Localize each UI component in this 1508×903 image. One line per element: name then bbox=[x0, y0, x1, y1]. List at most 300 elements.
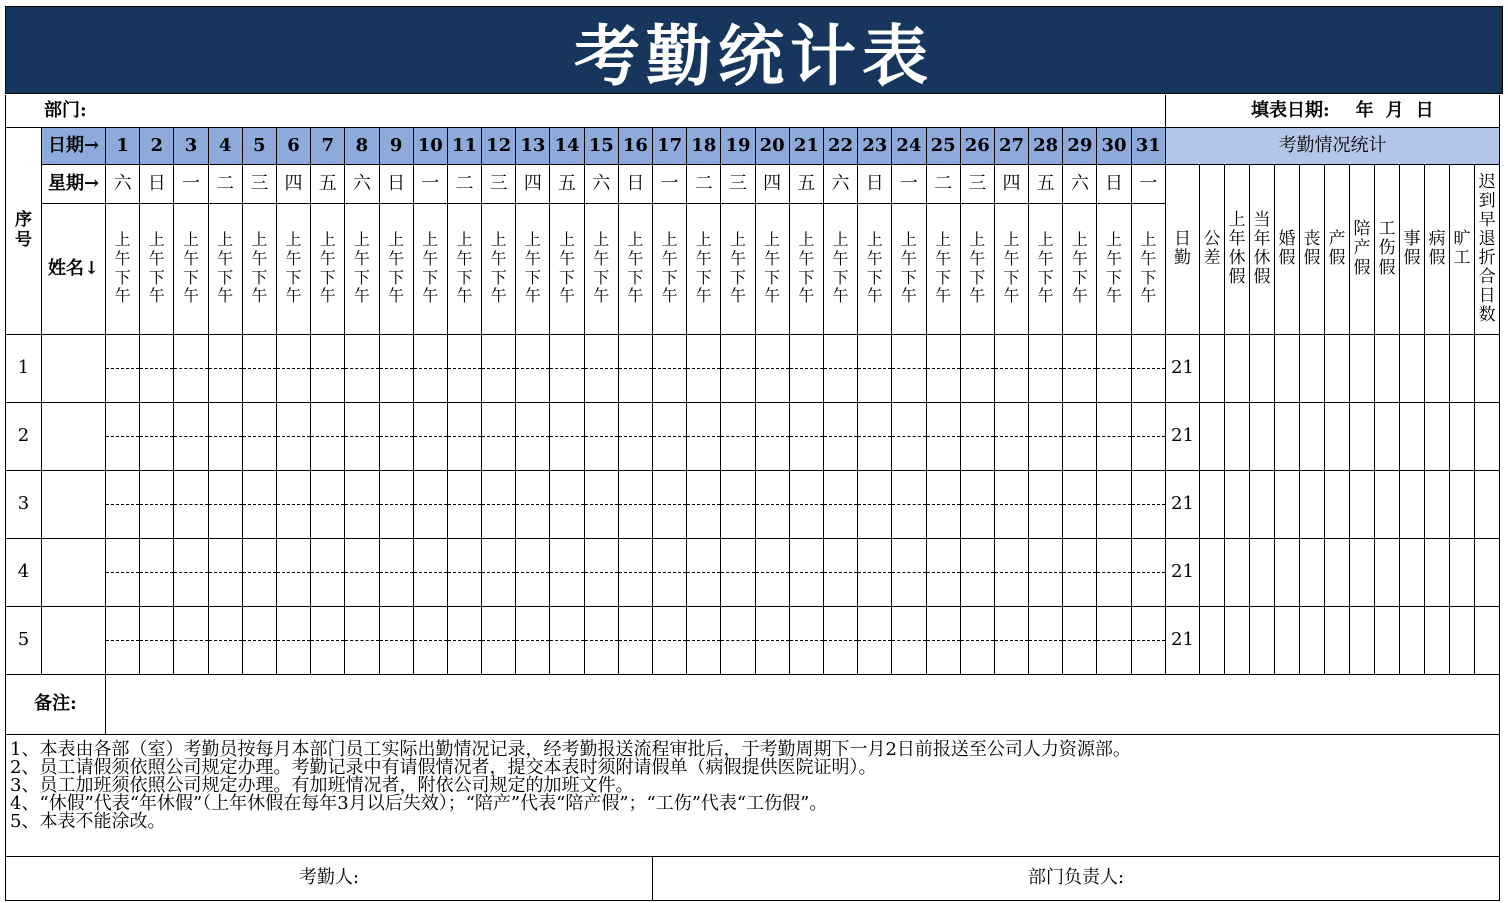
am-cell[interactable] bbox=[345, 538, 379, 572]
am-cell[interactable] bbox=[755, 402, 789, 436]
pm-cell[interactable] bbox=[618, 640, 652, 674]
pm-cell[interactable] bbox=[1131, 436, 1165, 470]
am-cell[interactable] bbox=[379, 334, 413, 368]
am-cell[interactable] bbox=[174, 470, 208, 504]
pm-cell[interactable] bbox=[140, 368, 174, 402]
stat-cell[interactable] bbox=[1275, 334, 1300, 402]
am-cell[interactable] bbox=[1063, 538, 1097, 572]
stat-cell[interactable] bbox=[1300, 402, 1325, 470]
am-cell[interactable] bbox=[379, 538, 413, 572]
pm-cell[interactable] bbox=[960, 368, 994, 402]
am-cell[interactable] bbox=[755, 470, 789, 504]
am-cell[interactable] bbox=[311, 334, 345, 368]
am-cell[interactable] bbox=[960, 470, 994, 504]
stat-cell[interactable] bbox=[1375, 606, 1400, 674]
pm-cell[interactable] bbox=[721, 436, 755, 470]
pm-cell[interactable] bbox=[755, 572, 789, 606]
am-cell[interactable] bbox=[208, 334, 242, 368]
pm-cell[interactable] bbox=[174, 504, 208, 538]
pm-cell[interactable] bbox=[960, 436, 994, 470]
pm-cell[interactable] bbox=[789, 572, 823, 606]
stat-cell[interactable] bbox=[1325, 606, 1350, 674]
pm-cell[interactable] bbox=[208, 368, 242, 402]
am-cell[interactable] bbox=[653, 402, 687, 436]
am-cell[interactable] bbox=[550, 606, 584, 640]
pm-cell[interactable] bbox=[994, 436, 1028, 470]
am-cell[interactable] bbox=[208, 402, 242, 436]
stat-cell[interactable] bbox=[1425, 470, 1450, 538]
pm-cell[interactable] bbox=[1097, 572, 1131, 606]
am-cell[interactable] bbox=[994, 538, 1028, 572]
pm-cell[interactable] bbox=[242, 504, 276, 538]
pm-cell[interactable] bbox=[311, 504, 345, 538]
pm-cell[interactable] bbox=[584, 640, 618, 674]
pm-cell[interactable] bbox=[242, 368, 276, 402]
pm-cell[interactable] bbox=[926, 504, 960, 538]
am-cell[interactable] bbox=[140, 402, 174, 436]
pm-cell[interactable] bbox=[140, 504, 174, 538]
am-cell[interactable] bbox=[858, 334, 892, 368]
pm-cell[interactable] bbox=[858, 640, 892, 674]
pm-cell[interactable] bbox=[618, 572, 652, 606]
am-cell[interactable] bbox=[1029, 402, 1063, 436]
pm-cell[interactable] bbox=[1029, 572, 1063, 606]
am-cell[interactable] bbox=[1131, 606, 1165, 640]
stat-cell[interactable] bbox=[1450, 402, 1475, 470]
am-cell[interactable] bbox=[242, 606, 276, 640]
am-cell[interactable] bbox=[413, 402, 447, 436]
stat-cell[interactable] bbox=[1225, 606, 1250, 674]
am-cell[interactable] bbox=[345, 334, 379, 368]
am-cell[interactable] bbox=[823, 538, 857, 572]
am-cell[interactable] bbox=[106, 606, 140, 640]
am-cell[interactable] bbox=[1029, 606, 1063, 640]
am-cell[interactable] bbox=[482, 470, 516, 504]
pm-cell[interactable] bbox=[1131, 640, 1165, 674]
pm-cell[interactable] bbox=[379, 640, 413, 674]
am-cell[interactable] bbox=[345, 402, 379, 436]
am-cell[interactable] bbox=[516, 606, 550, 640]
am-cell[interactable] bbox=[755, 606, 789, 640]
am-cell[interactable] bbox=[106, 334, 140, 368]
pm-cell[interactable] bbox=[687, 436, 721, 470]
pm-cell[interactable] bbox=[584, 368, 618, 402]
stat-cell[interactable] bbox=[1250, 470, 1275, 538]
pm-cell[interactable] bbox=[345, 572, 379, 606]
pm-cell[interactable] bbox=[1097, 368, 1131, 402]
am-cell[interactable] bbox=[1097, 538, 1131, 572]
pm-cell[interactable] bbox=[960, 640, 994, 674]
remarks-field[interactable] bbox=[106, 674, 1500, 734]
stat-cell[interactable] bbox=[1325, 402, 1350, 470]
pm-cell[interactable] bbox=[823, 572, 857, 606]
am-cell[interactable] bbox=[858, 606, 892, 640]
pm-cell[interactable] bbox=[1063, 368, 1097, 402]
am-cell[interactable] bbox=[379, 470, 413, 504]
pm-cell[interactable] bbox=[926, 436, 960, 470]
stat-cell[interactable] bbox=[1200, 470, 1225, 538]
pm-cell[interactable] bbox=[106, 368, 140, 402]
am-cell[interactable] bbox=[242, 402, 276, 436]
am-cell[interactable] bbox=[653, 470, 687, 504]
pm-cell[interactable] bbox=[379, 572, 413, 606]
pm-cell[interactable] bbox=[687, 504, 721, 538]
pm-cell[interactable] bbox=[994, 640, 1028, 674]
stat-cell[interactable] bbox=[1450, 334, 1475, 402]
stat-cell[interactable] bbox=[1325, 538, 1350, 606]
pm-cell[interactable] bbox=[516, 504, 550, 538]
pm-cell[interactable] bbox=[721, 368, 755, 402]
pm-cell[interactable] bbox=[413, 368, 447, 402]
pm-cell[interactable] bbox=[106, 436, 140, 470]
stat-cell[interactable] bbox=[1475, 538, 1500, 606]
am-cell[interactable] bbox=[618, 606, 652, 640]
pm-cell[interactable] bbox=[1063, 640, 1097, 674]
stat-cell[interactable] bbox=[1350, 606, 1375, 674]
pm-cell[interactable] bbox=[994, 368, 1028, 402]
am-cell[interactable] bbox=[960, 606, 994, 640]
stat-cell[interactable] bbox=[1325, 334, 1350, 402]
stat-cell[interactable] bbox=[1400, 606, 1425, 674]
pm-cell[interactable] bbox=[584, 436, 618, 470]
am-cell[interactable] bbox=[584, 606, 618, 640]
am-cell[interactable] bbox=[994, 470, 1028, 504]
pm-cell[interactable] bbox=[276, 572, 310, 606]
am-cell[interactable] bbox=[721, 402, 755, 436]
stat-cell[interactable] bbox=[1425, 538, 1450, 606]
pm-cell[interactable] bbox=[789, 640, 823, 674]
am-cell[interactable] bbox=[550, 470, 584, 504]
am-cell[interactable] bbox=[242, 470, 276, 504]
pm-cell[interactable] bbox=[106, 504, 140, 538]
pm-cell[interactable] bbox=[858, 436, 892, 470]
stat-cell[interactable] bbox=[1300, 538, 1325, 606]
pm-cell[interactable] bbox=[687, 572, 721, 606]
pm-cell[interactable] bbox=[242, 640, 276, 674]
am-cell[interactable] bbox=[653, 538, 687, 572]
am-cell[interactable] bbox=[140, 470, 174, 504]
stat-cell[interactable] bbox=[1300, 606, 1325, 674]
am-cell[interactable] bbox=[1131, 402, 1165, 436]
pm-cell[interactable] bbox=[823, 368, 857, 402]
am-cell[interactable] bbox=[1063, 470, 1097, 504]
stat-cell[interactable] bbox=[1225, 402, 1250, 470]
stat-cell[interactable] bbox=[1225, 470, 1250, 538]
pm-cell[interactable] bbox=[208, 504, 242, 538]
am-cell[interactable] bbox=[789, 470, 823, 504]
pm-cell[interactable] bbox=[447, 572, 481, 606]
stat-cell[interactable] bbox=[1400, 402, 1425, 470]
am-cell[interactable] bbox=[618, 538, 652, 572]
stat-cell[interactable] bbox=[1200, 402, 1225, 470]
pm-cell[interactable] bbox=[858, 572, 892, 606]
am-cell[interactable] bbox=[960, 334, 994, 368]
pm-cell[interactable] bbox=[721, 572, 755, 606]
am-cell[interactable] bbox=[687, 538, 721, 572]
am-cell[interactable] bbox=[823, 334, 857, 368]
am-cell[interactable] bbox=[687, 470, 721, 504]
pm-cell[interactable] bbox=[1063, 504, 1097, 538]
am-cell[interactable] bbox=[584, 538, 618, 572]
am-cell[interactable] bbox=[345, 470, 379, 504]
pm-cell[interactable] bbox=[1097, 640, 1131, 674]
pm-cell[interactable] bbox=[721, 504, 755, 538]
am-cell[interactable] bbox=[482, 538, 516, 572]
pm-cell[interactable] bbox=[892, 572, 926, 606]
am-cell[interactable] bbox=[1097, 402, 1131, 436]
am-cell[interactable] bbox=[1029, 470, 1063, 504]
pm-cell[interactable] bbox=[482, 640, 516, 674]
am-cell[interactable] bbox=[413, 606, 447, 640]
pm-cell[interactable] bbox=[994, 572, 1028, 606]
am-cell[interactable] bbox=[653, 606, 687, 640]
pm-cell[interactable] bbox=[447, 436, 481, 470]
pm-cell[interactable] bbox=[208, 640, 242, 674]
pm-cell[interactable] bbox=[174, 368, 208, 402]
stat-cell[interactable] bbox=[1475, 606, 1500, 674]
am-cell[interactable] bbox=[1063, 402, 1097, 436]
stat-cell[interactable] bbox=[1375, 470, 1400, 538]
am-cell[interactable] bbox=[140, 606, 174, 640]
stat-cell[interactable] bbox=[1200, 538, 1225, 606]
am-cell[interactable] bbox=[1131, 470, 1165, 504]
pm-cell[interactable] bbox=[926, 368, 960, 402]
am-cell[interactable] bbox=[1097, 334, 1131, 368]
pm-cell[interactable] bbox=[960, 572, 994, 606]
pm-cell[interactable] bbox=[447, 368, 481, 402]
stat-cell[interactable] bbox=[1375, 538, 1400, 606]
pm-cell[interactable] bbox=[140, 640, 174, 674]
pm-cell[interactable] bbox=[687, 640, 721, 674]
am-cell[interactable] bbox=[960, 402, 994, 436]
am-cell[interactable] bbox=[140, 334, 174, 368]
pm-cell[interactable] bbox=[755, 640, 789, 674]
stat-cell[interactable] bbox=[1200, 606, 1225, 674]
stat-cell[interactable] bbox=[1375, 334, 1400, 402]
pm-cell[interactable] bbox=[276, 368, 310, 402]
pm-cell[interactable] bbox=[447, 640, 481, 674]
pm-cell[interactable] bbox=[311, 640, 345, 674]
row-name[interactable] bbox=[42, 606, 106, 674]
am-cell[interactable] bbox=[1097, 606, 1131, 640]
am-cell[interactable] bbox=[208, 606, 242, 640]
pm-cell[interactable] bbox=[516, 436, 550, 470]
stat-cell[interactable] bbox=[1250, 606, 1275, 674]
pm-cell[interactable] bbox=[482, 504, 516, 538]
pm-cell[interactable] bbox=[653, 368, 687, 402]
pm-cell[interactable] bbox=[926, 572, 960, 606]
am-cell[interactable] bbox=[174, 606, 208, 640]
pm-cell[interactable] bbox=[413, 504, 447, 538]
pm-cell[interactable] bbox=[208, 436, 242, 470]
stat-cell[interactable] bbox=[1225, 334, 1250, 402]
am-cell[interactable] bbox=[926, 606, 960, 640]
am-cell[interactable] bbox=[789, 606, 823, 640]
pm-cell[interactable] bbox=[482, 572, 516, 606]
pm-cell[interactable] bbox=[755, 504, 789, 538]
stat-cell[interactable] bbox=[1475, 402, 1500, 470]
am-cell[interactable] bbox=[550, 538, 584, 572]
row-name[interactable] bbox=[42, 538, 106, 606]
am-cell[interactable] bbox=[311, 402, 345, 436]
am-cell[interactable] bbox=[721, 334, 755, 368]
am-cell[interactable] bbox=[140, 538, 174, 572]
row-name[interactable] bbox=[42, 402, 106, 470]
am-cell[interactable] bbox=[892, 470, 926, 504]
am-cell[interactable] bbox=[926, 334, 960, 368]
am-cell[interactable] bbox=[653, 334, 687, 368]
pm-cell[interactable] bbox=[892, 436, 926, 470]
am-cell[interactable] bbox=[516, 334, 550, 368]
am-cell[interactable] bbox=[447, 538, 481, 572]
stat-cell[interactable] bbox=[1275, 470, 1300, 538]
am-cell[interactable] bbox=[1029, 538, 1063, 572]
stat-cell[interactable] bbox=[1400, 334, 1425, 402]
stat-cell[interactable] bbox=[1275, 538, 1300, 606]
pm-cell[interactable] bbox=[1029, 368, 1063, 402]
pm-cell[interactable] bbox=[584, 504, 618, 538]
pm-cell[interactable] bbox=[516, 572, 550, 606]
am-cell[interactable] bbox=[106, 470, 140, 504]
stat-cell[interactable] bbox=[1300, 470, 1325, 538]
pm-cell[interactable] bbox=[653, 436, 687, 470]
pm-cell[interactable] bbox=[379, 436, 413, 470]
attendance-clerk-signature[interactable]: 考勤人: bbox=[6, 856, 653, 900]
pm-cell[interactable] bbox=[379, 504, 413, 538]
am-cell[interactable] bbox=[892, 402, 926, 436]
stat-cell[interactable] bbox=[1200, 334, 1225, 402]
am-cell[interactable] bbox=[276, 334, 310, 368]
stat-cell[interactable] bbox=[1225, 538, 1250, 606]
pm-cell[interactable] bbox=[413, 436, 447, 470]
am-cell[interactable] bbox=[379, 402, 413, 436]
am-cell[interactable] bbox=[242, 538, 276, 572]
am-cell[interactable] bbox=[618, 402, 652, 436]
pm-cell[interactable] bbox=[1131, 368, 1165, 402]
am-cell[interactable] bbox=[618, 470, 652, 504]
am-cell[interactable] bbox=[208, 470, 242, 504]
pm-cell[interactable] bbox=[789, 368, 823, 402]
pm-cell[interactable] bbox=[345, 368, 379, 402]
pm-cell[interactable] bbox=[823, 436, 857, 470]
pm-cell[interactable] bbox=[892, 368, 926, 402]
am-cell[interactable] bbox=[858, 402, 892, 436]
pm-cell[interactable] bbox=[789, 504, 823, 538]
stat-cell[interactable] bbox=[1475, 470, 1500, 538]
pm-cell[interactable] bbox=[618, 504, 652, 538]
am-cell[interactable] bbox=[960, 538, 994, 572]
am-cell[interactable] bbox=[447, 470, 481, 504]
am-cell[interactable] bbox=[823, 402, 857, 436]
dept-head-signature[interactable]: 部门负责人: bbox=[653, 856, 1500, 900]
am-cell[interactable] bbox=[789, 334, 823, 368]
pm-cell[interactable] bbox=[755, 436, 789, 470]
pm-cell[interactable] bbox=[413, 640, 447, 674]
am-cell[interactable] bbox=[584, 470, 618, 504]
pm-cell[interactable] bbox=[276, 436, 310, 470]
pm-cell[interactable] bbox=[345, 504, 379, 538]
am-cell[interactable] bbox=[174, 538, 208, 572]
pm-cell[interactable] bbox=[208, 572, 242, 606]
pm-cell[interactable] bbox=[482, 436, 516, 470]
stat-cell[interactable] bbox=[1400, 538, 1425, 606]
stat-cell[interactable] bbox=[1425, 402, 1450, 470]
am-cell[interactable] bbox=[345, 606, 379, 640]
pm-cell[interactable] bbox=[1029, 640, 1063, 674]
am-cell[interactable] bbox=[311, 606, 345, 640]
am-cell[interactable] bbox=[516, 402, 550, 436]
am-cell[interactable] bbox=[926, 538, 960, 572]
stat-cell[interactable] bbox=[1350, 402, 1375, 470]
am-cell[interactable] bbox=[242, 334, 276, 368]
am-cell[interactable] bbox=[482, 402, 516, 436]
pm-cell[interactable] bbox=[174, 436, 208, 470]
am-cell[interactable] bbox=[687, 402, 721, 436]
am-cell[interactable] bbox=[413, 538, 447, 572]
pm-cell[interactable] bbox=[584, 572, 618, 606]
am-cell[interactable] bbox=[926, 470, 960, 504]
pm-cell[interactable] bbox=[311, 368, 345, 402]
pm-cell[interactable] bbox=[653, 572, 687, 606]
pm-cell[interactable] bbox=[1063, 572, 1097, 606]
am-cell[interactable] bbox=[858, 470, 892, 504]
stat-cell[interactable] bbox=[1350, 538, 1375, 606]
am-cell[interactable] bbox=[174, 402, 208, 436]
pm-cell[interactable] bbox=[1097, 436, 1131, 470]
am-cell[interactable] bbox=[516, 538, 550, 572]
am-cell[interactable] bbox=[789, 538, 823, 572]
am-cell[interactable] bbox=[447, 606, 481, 640]
pm-cell[interactable] bbox=[413, 572, 447, 606]
pm-cell[interactable] bbox=[1097, 504, 1131, 538]
pm-cell[interactable] bbox=[106, 572, 140, 606]
pm-cell[interactable] bbox=[892, 504, 926, 538]
pm-cell[interactable] bbox=[755, 368, 789, 402]
am-cell[interactable] bbox=[276, 606, 310, 640]
pm-cell[interactable] bbox=[858, 368, 892, 402]
am-cell[interactable] bbox=[1063, 334, 1097, 368]
am-cell[interactable] bbox=[413, 470, 447, 504]
pm-cell[interactable] bbox=[550, 504, 584, 538]
am-cell[interactable] bbox=[687, 334, 721, 368]
am-cell[interactable] bbox=[1063, 606, 1097, 640]
pm-cell[interactable] bbox=[311, 436, 345, 470]
pm-cell[interactable] bbox=[960, 504, 994, 538]
am-cell[interactable] bbox=[721, 606, 755, 640]
pm-cell[interactable] bbox=[345, 436, 379, 470]
stat-cell[interactable] bbox=[1350, 334, 1375, 402]
am-cell[interactable] bbox=[892, 334, 926, 368]
stat-cell[interactable] bbox=[1425, 334, 1450, 402]
am-cell[interactable] bbox=[516, 470, 550, 504]
am-cell[interactable] bbox=[687, 606, 721, 640]
stat-cell[interactable] bbox=[1325, 470, 1350, 538]
pm-cell[interactable] bbox=[311, 572, 345, 606]
pm-cell[interactable] bbox=[1131, 572, 1165, 606]
stat-cell[interactable] bbox=[1275, 606, 1300, 674]
pm-cell[interactable] bbox=[892, 640, 926, 674]
pm-cell[interactable] bbox=[516, 368, 550, 402]
am-cell[interactable] bbox=[482, 606, 516, 640]
pm-cell[interactable] bbox=[858, 504, 892, 538]
am-cell[interactable] bbox=[994, 606, 1028, 640]
am-cell[interactable] bbox=[311, 538, 345, 572]
pm-cell[interactable] bbox=[516, 640, 550, 674]
am-cell[interactable] bbox=[311, 470, 345, 504]
pm-cell[interactable] bbox=[618, 368, 652, 402]
pm-cell[interactable] bbox=[653, 504, 687, 538]
am-cell[interactable] bbox=[276, 402, 310, 436]
